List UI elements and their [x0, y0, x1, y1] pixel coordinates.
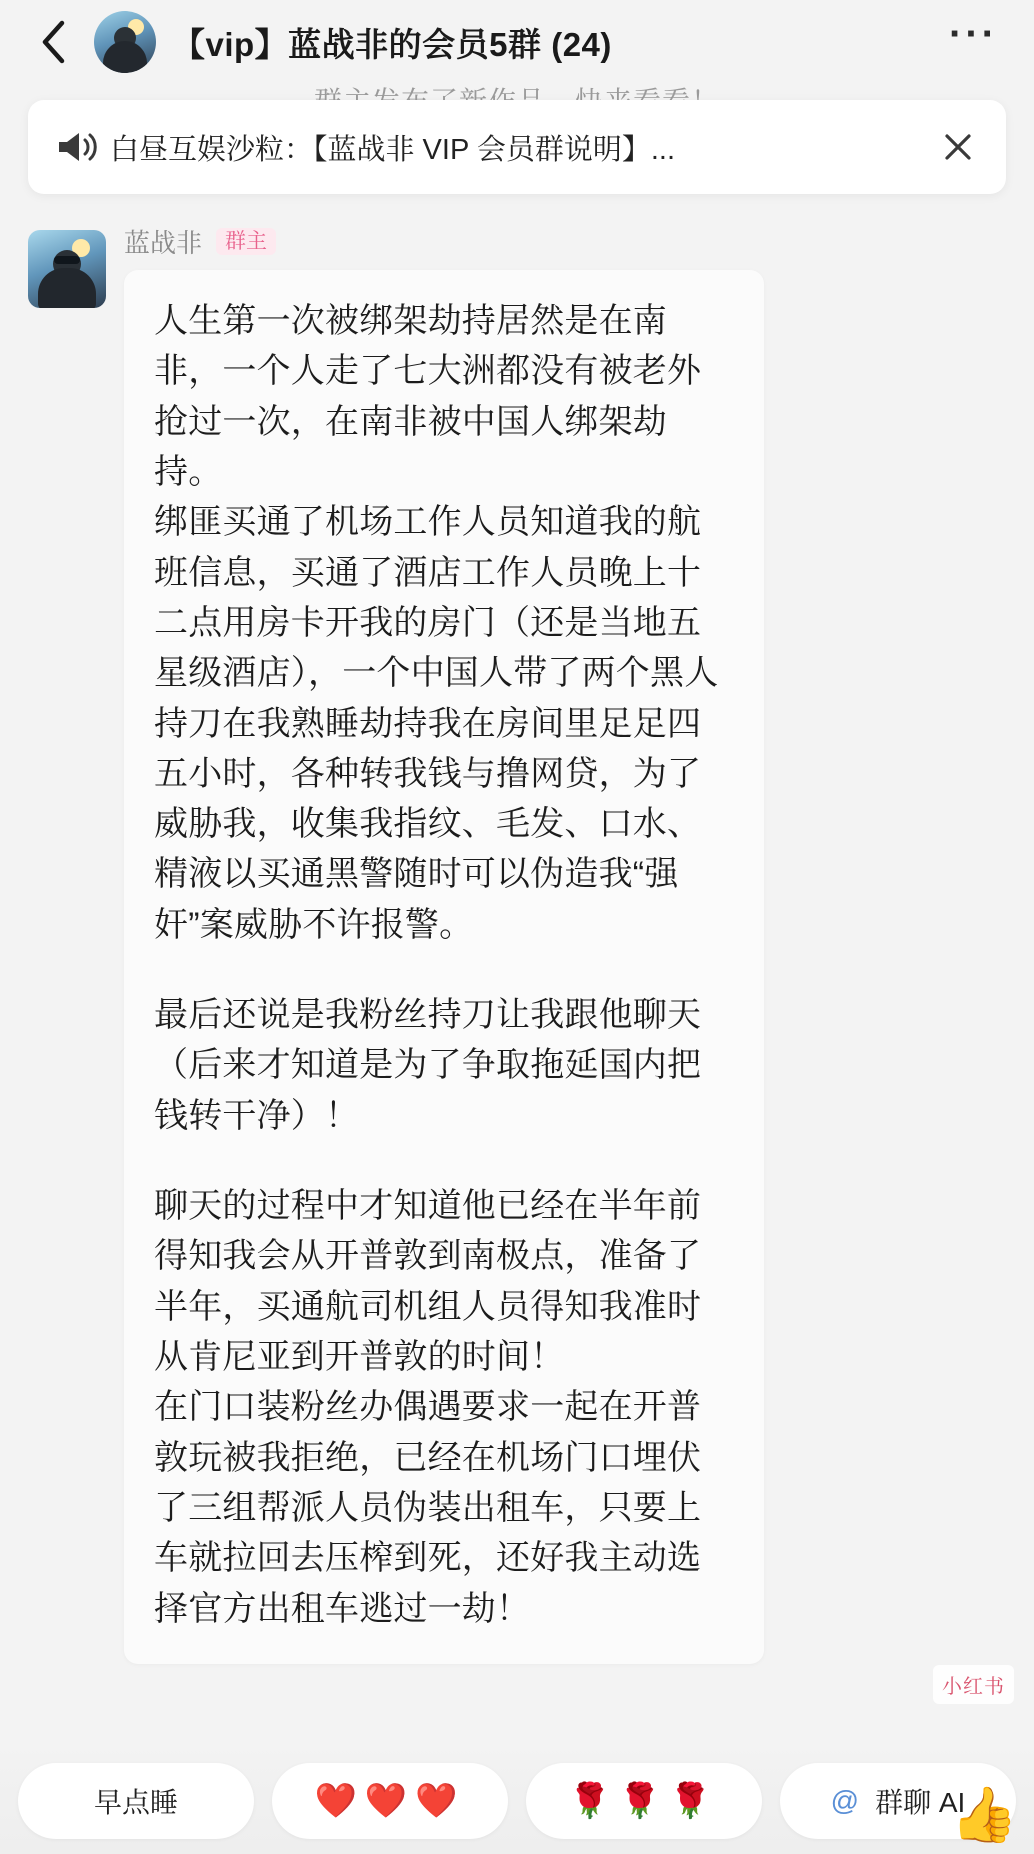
thumbs-up-icon: 👍: [950, 1785, 1018, 1845]
quick-reply-group-ai[interactable]: [780, 1763, 1016, 1839]
message-paragraph: 在门口装粉丝办偶遇要求一起在开普敦玩被我拒绝，已经在机场门口埋伏了三组帮派人员伪装出租车，只要上车就拉回去压榨到死，还好我主动选择官方出租车逃过一劫！: [154, 1388, 702, 1628]
more-options-button[interactable]: ···: [949, 12, 998, 56]
quick-reply-bar: [0, 1748, 1034, 1854]
status-badge: 群主: [216, 228, 276, 255]
announcement-card[interactable]: [28, 100, 1006, 194]
page-title: 【vip】蓝战非的会员5群 (24): [172, 25, 612, 63]
announcement-text: 白昼互娱沙粒：【蓝战非 VIP 会员群说明】...: [110, 133, 676, 166]
quick-reply-group-ai-label: 群聊 AI: [875, 1787, 966, 1818]
message-bubble[interactable]: [124, 270, 764, 1664]
sender-name: 蓝战非: [124, 227, 203, 258]
message-paragraph: 人生第一次被绑架劫持居然是在南非，一个人走了七大洲都没有被老外抢过一次，在南非被中国人绑架劫持。: [154, 302, 702, 491]
quick-reply-roses[interactable]: 🌹🌹🌹: [526, 1763, 762, 1839]
quick-reply-hearts[interactable]: ❤️❤️❤️: [272, 1763, 508, 1839]
megaphone-icon: [54, 129, 98, 165]
watermark: 小红书: [933, 1665, 1014, 1704]
quick-reply-text[interactable]: 早点睡: [18, 1763, 254, 1839]
message-paragraph: 绑匪买通了机场工作人员知道我的航班信息，买通了酒店工作人员晚上十二点用房卡开我的房门（还是当地五星级酒店），一个中国人带了两个黑人持刀在我熟睡劫持我在房间里足足四五小时，各种转我钱与撸网贷，为了威胁我，收集我指纹、毛发、口水、精液以买通黑警随时可以伪造我“强奸”案威胁不许报警。: [154, 503, 719, 944]
at-symbol-icon: @: [830, 1785, 860, 1816]
chat-header: [0, 0, 1034, 84]
message-paragraph: 聊天的过程中才知道他已经在半年前得知我会从开普敦到南极点，准备了半年，买通航司机组人员得知我准时从肯尼亚到开普敦的时间！: [154, 1187, 702, 1376]
message-meta: [124, 224, 1006, 258]
chevron-left-icon: [40, 20, 66, 64]
message-paragraph: 最后还说是我粉丝持刀让我跟他聊天（后来才知道是为了争取拖延国内把钱转干净）！: [154, 996, 702, 1135]
group-avatar[interactable]: [94, 11, 156, 73]
message-item: [28, 224, 1006, 1664]
close-icon[interactable]: [936, 130, 980, 164]
message-list: [0, 204, 1034, 1854]
back-button[interactable]: [30, 12, 76, 72]
announcement-area: [0, 84, 1034, 204]
avatar[interactable]: [28, 230, 106, 308]
